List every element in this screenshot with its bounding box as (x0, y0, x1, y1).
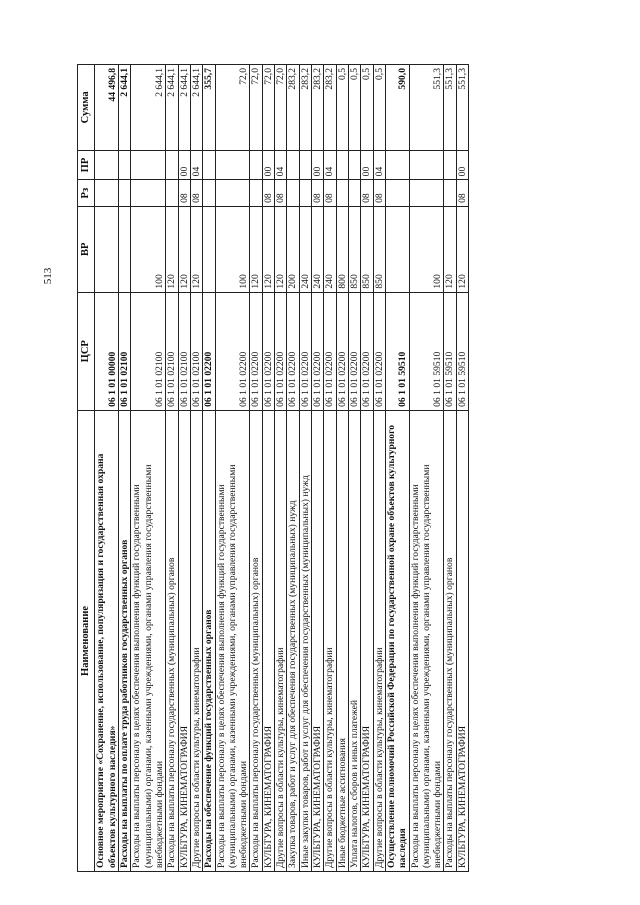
cell-csr: 06 1 01 02100 (119, 292, 131, 410)
cell-sum: 0,5 (361, 65, 373, 151)
cell-vr: 120 (178, 206, 190, 292)
cell-sum: 2 644,1 (119, 65, 131, 151)
cell-csr: 06 1 01 02100 (190, 292, 202, 410)
cell-rz (385, 180, 409, 207)
cell-rz (215, 180, 250, 207)
table-row (361, 65, 373, 872)
table-row (215, 65, 250, 872)
cell-sum: 355,7 (203, 65, 215, 151)
cell-rz: 08 (262, 180, 274, 207)
cell-csr: 06 1 01 59510 (409, 292, 444, 410)
cell-vr: 120 (444, 206, 456, 292)
cell-vr: 120 (190, 206, 202, 292)
cell-name: КУЛЬТУРА, КИНЕМАТОГРАФИЯ (361, 410, 373, 871)
cell-sum: 44 496,8 (95, 65, 119, 151)
cell-sum: 283,2 (324, 65, 336, 151)
cell-pr: 04 (324, 150, 336, 180)
table-row (312, 65, 324, 872)
table-row (178, 65, 190, 872)
cell-sum: 551,3 (409, 65, 444, 151)
cell-pr (203, 150, 215, 180)
cell-sum: 283,2 (287, 65, 299, 151)
cell-csr: 06 1 01 02200 (215, 292, 250, 410)
cell-vr: 100 (215, 206, 250, 292)
cell-rz (203, 180, 215, 207)
cell-csr: 06 1 01 02200 (287, 292, 299, 410)
cell-csr: 06 1 01 59510 (456, 292, 468, 410)
cell-vr: 120 (456, 206, 468, 292)
table-body (95, 65, 469, 872)
cell-vr: 240 (324, 206, 336, 292)
table-row (336, 65, 348, 872)
cell-name: Расходы на выплаты персоналу в целях обеспечения выполнения функций государственными (муниципальными) органами, казенными учреждениями, органами управления государственными внебюджетными фондами (409, 410, 444, 871)
cell-csr: 06 1 01 02200 (324, 292, 336, 410)
cell-vr: 120 (262, 206, 274, 292)
cell-pr (166, 150, 178, 180)
cell-rz (250, 180, 262, 207)
cell-sum: 72,0 (215, 65, 250, 151)
cell-name: КУЛЬТУРА, КИНЕМАТОГРАФИЯ (178, 410, 190, 871)
table-row (250, 65, 262, 872)
cell-csr: 06 1 01 02200 (348, 292, 360, 410)
cell-name: Расходы на выплаты по оплате труда работников государственных органов (119, 410, 131, 871)
cell-rz: 08 (373, 180, 385, 207)
header-csr: ЦСР (78, 292, 95, 410)
cell-vr: 240 (312, 206, 324, 292)
cell-rz: 08 (361, 180, 373, 207)
table-row (203, 65, 215, 872)
cell-csr: 06 1 01 02100 (131, 292, 166, 410)
table-row (299, 65, 311, 872)
cell-rz (119, 180, 131, 207)
cell-vr: 120 (275, 206, 287, 292)
cell-pr: 00 (361, 150, 373, 180)
cell-name: Осуществление полномочий Российской Федерации по государственной охране объектов культурного наследия (385, 410, 409, 871)
cell-csr: 06 1 01 02200 (336, 292, 348, 410)
cell-pr (336, 150, 348, 180)
cell-pr (95, 150, 119, 180)
cell-sum: 283,2 (299, 65, 311, 151)
cell-name: Другие вопросы в области культуры, кинематографии (275, 410, 287, 871)
table-row (324, 65, 336, 872)
cell-rz (444, 180, 456, 207)
cell-rz (95, 180, 119, 207)
cell-csr: 06 1 01 02200 (203, 292, 215, 410)
cell-sum: 2 644,1 (166, 65, 178, 151)
cell-rz: 08 (190, 180, 202, 207)
cell-csr: 06 1 01 02100 (178, 292, 190, 410)
table-row (385, 65, 409, 872)
cell-pr: 04 (190, 150, 202, 180)
cell-vr: 100 (409, 206, 444, 292)
table-row (456, 65, 468, 872)
table-row (373, 65, 385, 872)
cell-vr (95, 206, 119, 292)
header-name: Наименование (78, 410, 95, 871)
table-row (95, 65, 119, 872)
cell-vr: 120 (166, 206, 178, 292)
cell-csr: 06 1 01 02200 (250, 292, 262, 410)
cell-name: КУЛЬТУРА, КИНЕМАТОГРАФИЯ (262, 410, 274, 871)
cell-rz: 08 (275, 180, 287, 207)
table-row (409, 65, 444, 872)
cell-pr: 00 (312, 150, 324, 180)
cell-name: Закупка товаров, работ и услуг для обеспечения государственных (муниципальных) нужд (287, 410, 299, 871)
cell-vr: 850 (373, 206, 385, 292)
header-rz: Рз (78, 180, 95, 207)
header-pr: ПР (78, 150, 95, 180)
budget-table-container (77, 64, 591, 872)
cell-vr: 800 (336, 206, 348, 292)
cell-rz: 08 (178, 180, 190, 207)
cell-csr: 06 1 01 59510 (385, 292, 409, 410)
cell-name: КУЛЬТУРА, КИНЕМАТОГРАФИЯ (456, 410, 468, 871)
cell-vr: 850 (361, 206, 373, 292)
cell-vr (203, 206, 215, 292)
header-vr: ВР (78, 206, 95, 292)
cell-csr: 06 1 01 59510 (444, 292, 456, 410)
cell-name: Уплата налогов, сборов и иных платежей (348, 410, 360, 871)
table-row (166, 65, 178, 872)
cell-pr (409, 150, 444, 180)
cell-sum: 590,0 (385, 65, 409, 151)
cell-pr (444, 150, 456, 180)
page-number: 513 (42, 267, 54, 285)
cell-name: Другие вопросы в области культуры, кинематографии (373, 410, 385, 871)
cell-csr: 06 1 01 02200 (312, 292, 324, 410)
table-row (348, 65, 360, 872)
cell-pr: 04 (275, 150, 287, 180)
cell-csr: 06 1 01 02200 (373, 292, 385, 410)
cell-csr: 06 1 01 02100 (166, 292, 178, 410)
cell-name: Другие вопросы в области культуры, кинематографии (190, 410, 202, 871)
cell-csr: 06 1 01 02200 (361, 292, 373, 410)
cell-csr: 06 1 01 02200 (299, 292, 311, 410)
cell-pr (215, 150, 250, 180)
cell-pr: 00 (262, 150, 274, 180)
cell-rz (166, 180, 178, 207)
cell-vr: 120 (250, 206, 262, 292)
cell-sum: 0,5 (336, 65, 348, 151)
cell-sum: 551,3 (444, 65, 456, 151)
cell-name: Расходы на выплаты персоналу государственных (муниципальных) органов (250, 410, 262, 871)
cell-sum: 2 644,1 (178, 65, 190, 151)
cell-name: Расходы на выплаты персоналу в целях обеспечения выполнения функций государственными (муниципальными) органами, казенными учреждениями, органами управления государственными внебюджетными фондами (215, 410, 250, 871)
table-header-row (78, 65, 95, 872)
cell-rz: 08 (312, 180, 324, 207)
cell-pr (348, 150, 360, 180)
cell-vr: 200 (287, 206, 299, 292)
cell-csr: 06 1 01 00000 (95, 292, 119, 410)
header-sum: Сумма (78, 65, 95, 151)
cell-sum: 72,0 (275, 65, 287, 151)
cell-sum: 0,5 (348, 65, 360, 151)
cell-sum: 0,5 (373, 65, 385, 151)
cell-name: Расходы на выплаты персоналу государственных (муниципальных) органов (444, 410, 456, 871)
cell-sum: 551,3 (456, 65, 468, 151)
cell-pr (287, 150, 299, 180)
cell-sum: 72,0 (262, 65, 274, 151)
cell-name: Иные бюджетные ассигнования (336, 410, 348, 871)
cell-name: КУЛЬТУРА, КИНЕМАТОГРАФИЯ (312, 410, 324, 871)
table-row (119, 65, 131, 872)
cell-pr: 04 (373, 150, 385, 180)
cell-vr (385, 206, 409, 292)
cell-vr: 850 (348, 206, 360, 292)
cell-name: Основное мероприятие «Сохранение, использование, популяризация и государственная охрана объектов культурного наследия» (95, 410, 119, 871)
cell-name: Расходы на обеспечение функций государственных органов (203, 410, 215, 871)
cell-pr: 00 (456, 150, 468, 180)
table-row (190, 65, 202, 872)
cell-rz (336, 180, 348, 207)
cell-vr (119, 206, 131, 292)
table-row (444, 65, 456, 872)
cell-csr: 06 1 01 02200 (275, 292, 287, 410)
cell-pr: 00 (178, 150, 190, 180)
cell-pr (299, 150, 311, 180)
table-row (262, 65, 274, 872)
cell-name: Другие вопросы в области культуры, кинематографии (324, 410, 336, 871)
table-row (275, 65, 287, 872)
cell-sum: 283,2 (312, 65, 324, 151)
cell-rz (131, 180, 166, 207)
cell-name: Иные закупки товаров, работ и услуг для обеспечения государственных (муниципальных) нужд (299, 410, 311, 871)
cell-sum: 72,0 (250, 65, 262, 151)
budget-table (77, 64, 469, 872)
cell-sum: 2 644,1 (131, 65, 166, 151)
cell-pr (131, 150, 166, 180)
cell-vr: 100 (131, 206, 166, 292)
table-row (287, 65, 299, 872)
cell-rz (409, 180, 444, 207)
cell-pr (119, 150, 131, 180)
cell-rz (348, 180, 360, 207)
cell-pr (385, 150, 409, 180)
table-row (131, 65, 166, 872)
cell-csr: 06 1 01 02200 (262, 292, 274, 410)
cell-rz: 08 (456, 180, 468, 207)
cell-rz: 08 (324, 180, 336, 207)
cell-vr: 240 (299, 206, 311, 292)
cell-sum: 2 644,1 (190, 65, 202, 151)
cell-name: Расходы на выплаты персоналу в целях обеспечения выполнения функций государственными (муниципальными) органами, казенными учреждениями, органами управления государственными внебюджетными фондами (131, 410, 166, 871)
cell-pr (250, 150, 262, 180)
cell-name: Расходы на выплаты персоналу государственных (муниципальных) органов (166, 410, 178, 871)
cell-rz (299, 180, 311, 207)
cell-rz (287, 180, 299, 207)
